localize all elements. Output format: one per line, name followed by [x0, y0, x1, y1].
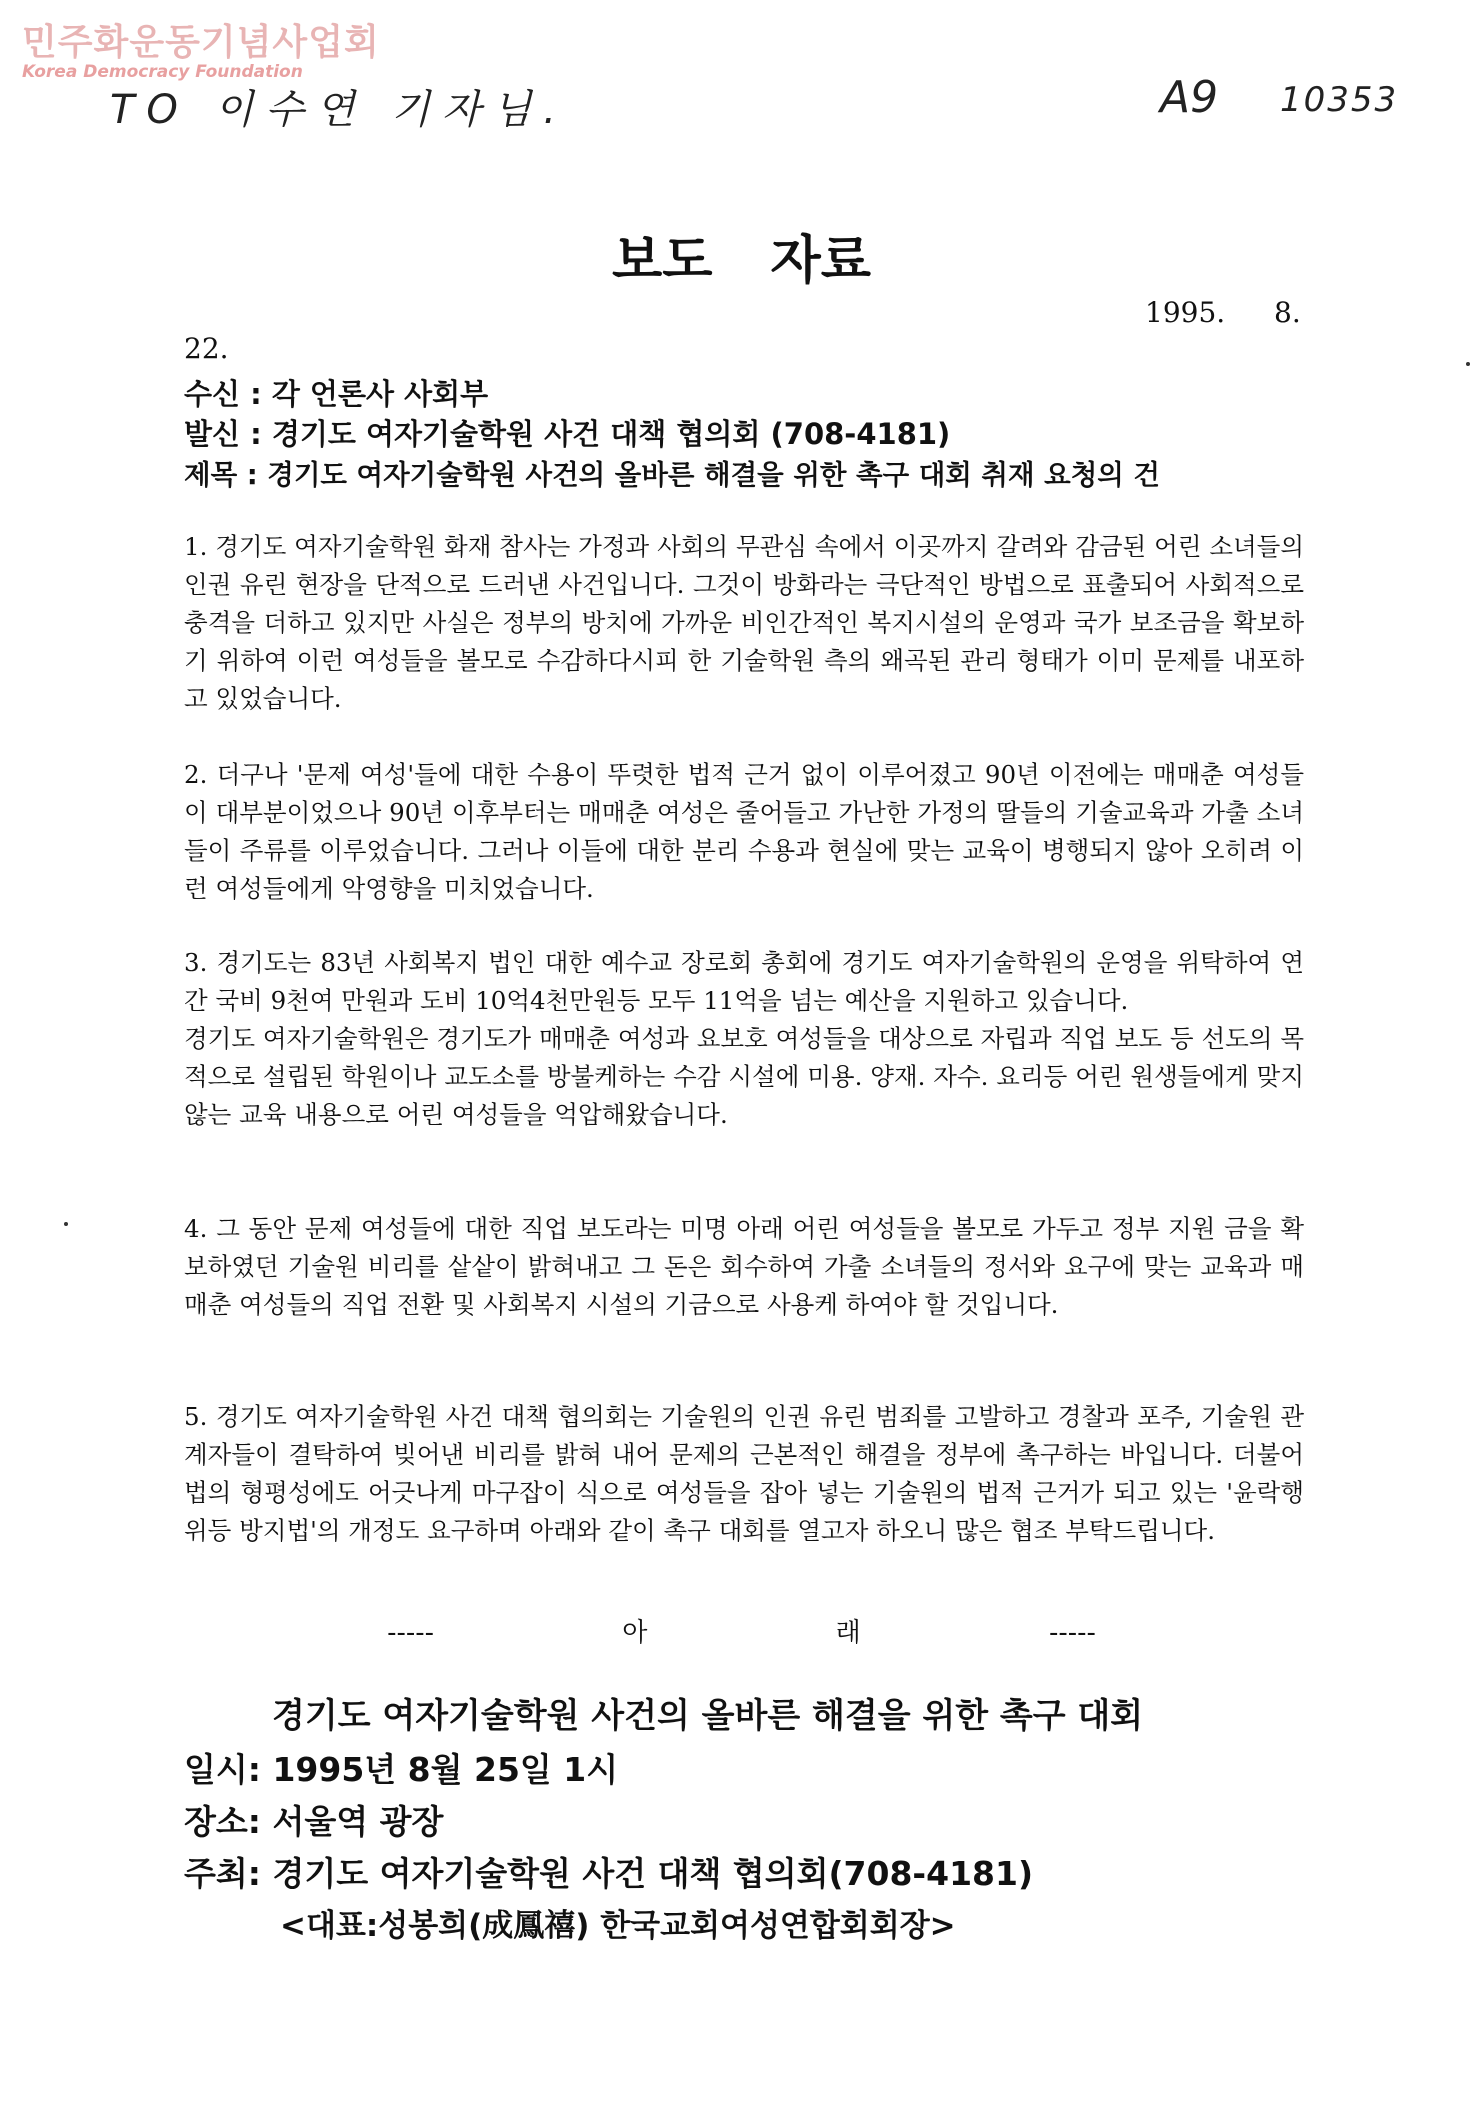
watermark-logo-korean: 민주화운동기념사업회	[22, 22, 380, 63]
subject-line: 제목 : 경기도 여자기술학원 사건의 올바른 해결을 위한 촉구 대회 취재 요청의 건	[184, 459, 1160, 491]
document-date: 1995. 8.	[1145, 296, 1301, 329]
event-place: 장소: 서울역 광장	[184, 1802, 444, 1841]
notice-separator: ----- 아 래 -----	[387, 1618, 1096, 1648]
scan-speck	[64, 1222, 68, 1226]
document-title: 보도 자료	[611, 231, 872, 291]
handwritten-number: 10353	[1280, 80, 1399, 120]
event-title: 경기도 여자기술학원 사건의 올바른 해결을 위한 촉구 대회	[272, 1696, 1144, 1736]
sender-line: 발신 : 경기도 여자기술학원 사건 대책 협의회 (708-4181)	[184, 417, 951, 451]
document-date-day: 22.	[184, 332, 229, 365]
paragraph-5: 5. 경기도 여자기술학원 사건 대책 협의회는 기술원의 인권 유린 범죄를 고발하고 경찰과 포주, 기술원 관계자들이 결탁하여 빚어낸 비리를 밝혀 내어 문제의 근본적인 해결을 정부에 촉구하는 바입니다. 더불어 법의 형평성에도 어긋나게 마구잡이 식으로 여성들을 잡아 넣는 기술원의 법적 근거가 되고 있는 '윤락행위등 방지법'의 개정도 요구하며 아래와 같이 촉구 대회를 열고자 하오니 많은 협조 부탁드립니다.	[184, 1402, 1304, 1545]
watermark-logo-english: Korea Democracy Foundation	[22, 62, 303, 82]
scan-speck	[1466, 362, 1470, 366]
event-datetime: 일시: 1995년 8월 25일 1시	[184, 1750, 619, 1789]
handwritten-mark: A9	[1160, 72, 1219, 123]
handwritten-recipient-note: TO 이수연 기자님.	[110, 87, 568, 133]
paragraph-4: 4. 그 동안 문제 여성들에 대한 직업 보도라는 미명 아래 어린 여성들을 볼모로 가두고 정부 지원 금을 확보하였던 기술원 비리를 샅샅이 밝혀내고 그 돈은 회수하여 가출 소녀들의 정서와 요구에 맞는 교육과 매매춘 여성들의 직업 전환 및 사회복지 시설의 기금으로 사용케 하여야 할 것입니다.	[184, 1214, 1304, 1319]
recipient-line: 수신 : 각 언론사 사회부	[184, 377, 489, 411]
event-host: 주최: 경기도 여자기술학원 사건 대책 협의회(708-4181)	[184, 1854, 1034, 1893]
event-representative: <대표:성봉희(成鳳禧) 한국교회여성연합회회장>	[280, 1908, 956, 1944]
paragraph-2: 2. 더구나 '문제 여성'들에 대한 수용이 뚜렷한 법적 근거 없이 이루어졌고 90년 이전에는 매매춘 여성들이 대부분이었으나 90년 이후부터는 매매춘 여성은 줄어들고 가난한 가정의 딸들의 기술교육과 가출 소녀들이 주류를 이루었습니다. 그러나 이들에 대한 분리 수용과 현실에 맞는 교육이 병행되지 않아 오히려 이런 여성들에게 악영향을 미치었습니다.	[184, 760, 1304, 903]
paragraph-1: 1. 경기도 여자기술학원 화재 참사는 가정과 사회의 무관심 속에서 이곳까지 갈려와 감금된 어린 소녀들의 인권 유린 현장을 단적으로 드러낸 사건입니다. 그것이 방화라는 극단적인 방법으로 표출되어 사회적으로 충격을 더하고 있지만 사실은 정부의 방치에 가까운 비인간적인 복지시설의 운영과 국가 보조금을 확보하기 위하여 이런 여성들을 볼모로 수감하다시피 한 기술학원 측의 왜곡된 관리 형태가 이미 문제를 내포하고 있었습니다.	[184, 532, 1304, 713]
paragraph-3: 3. 경기도는 83년 사회복지 법인 대한 예수교 장로회 총회에 경기도 여자기술학원의 운영을 위탁하여 연간 국비 9천여 만원과 도비 10억4천만원등 모두 11억을 넘는 예산을 지원하고 있습니다. 경기도 여자기술학원은 경기도가 매매춘 여성과 요보호 여성들을 대상으로 자립과 직업 보도 등 선도의 목적으로 설립된 학원이나 교도소를 방불케하는 수감 시설에 미용. 양재. 자수. 요리등 어린 원생들에게 맞지 않는 교육 내용으로 어린 여성들을 억압해왔습니다.	[184, 948, 1304, 1129]
